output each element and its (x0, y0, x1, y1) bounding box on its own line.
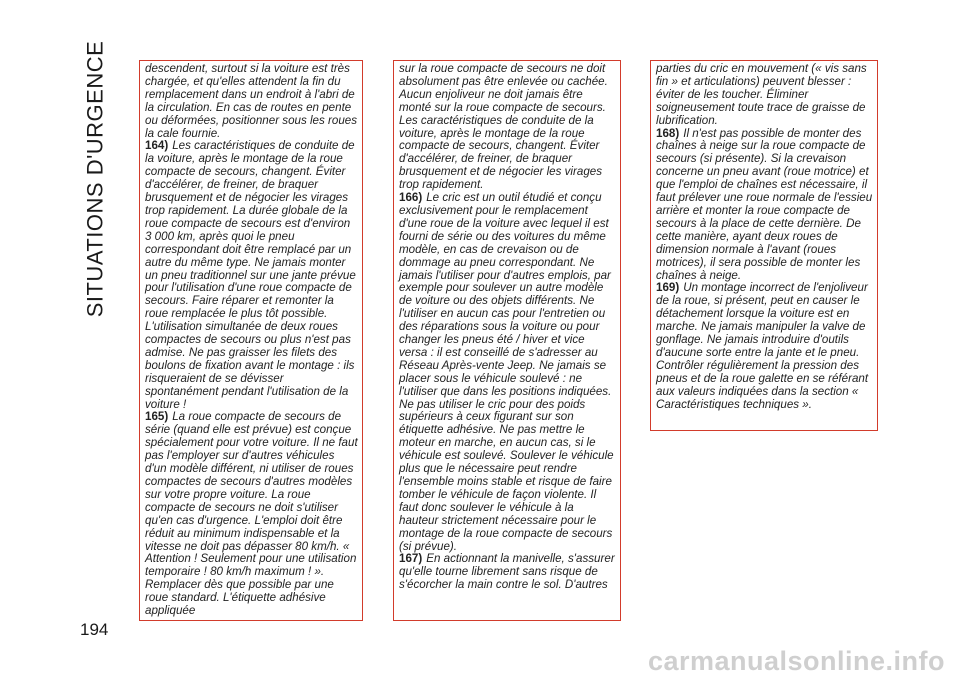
paragraph-text: parties du cric en mouvement (« vis sans fin » et articulations) peuvent blesser : éviter de les toucher. Éliminer soigneusement toute trace de graisse de lubrification. (656, 62, 867, 127)
note-number: 168) (656, 126, 680, 140)
section-title-text: SITUATIONS D'URGENCE (82, 40, 107, 318)
paragraph (399, 192, 616, 553)
paragraph (145, 140, 358, 411)
paragraph-text: Le cric est un outil étudié et conçu exclusivement pour le remplacement d'une roue de la voiture avec lequel il est fourni de série ou des voitures du même modèle, en cas de crevaison ou de dommage au pneu correspondant. Ne jamais l'utiliser pour d'autres emplois, par exemple pour soulever un autre modèle de voiture ou des objets différents. Ne l'utiliser en aucun cas pour l'entretien ou des réparations sous la voiture ou pour changer les pneus été / hiver et vice versa : il est conseillé de s'adresser au Réseau Après-vente Jeep. Ne jamais se placer sous le véhicule soulevé : ne l'utiliser que dans les positions indiquées. Ne pas utiliser le cric pour des poids supérieurs à ceux figurant sur son étiquette adhésive. Ne pas mettre le moteur en marche, en aucun cas, si le véhicule est soulevé. Soulever le véhicule plus que le nécessaire peut rendre l'ensemble moins stable et risque de faire tomber le véhicule de façon violente. Il faut donc soulever le véhicule à la hauteur strictement nécessaire pour le montage de la roue compacte de secours (si prévue). (399, 191, 614, 553)
page-number: 194 (80, 620, 109, 639)
paragraph-text: descendent, surtout si la voiture est très chargée, et qu'elles attendent la fin du remplacement dans un endroit à l'abri de la circulation. En cas de routes en pente ou déformées, positionner sous les roues la cale fournie. (145, 62, 358, 140)
paragraph (399, 63, 616, 192)
paragraph (145, 63, 358, 140)
paragraph (656, 128, 873, 283)
paragraph-text: Il n'est pas possible de monter des chaînes à neige sur la roue compacte de secours (si présente). Si la crevaison concerne un pneu avant (roue motrice) et que l'emploi de chaînes est nécessaire, il faut prélever une roue normale de l'essieu arrière et monter la roue compacte de secours à la place de cette dernière. De cette manière, ayant deux roues de dimension normale à l'avant (roues motrices), il sera possible de monter les chaînes à neige. (656, 126, 873, 282)
paragraph-text: Un montage incorrect de l'enjoliveur de la roue, si présent, peut en causer le détachement lorsque la voiture est en marche. Ne jamais manipuler la valve de gonflage. Ne jamais introduire d'outils d'aucune sorte entre la jante et le pneu. Contrôler régulièrement la pression des pneus et de la roue galette en se référant aux valeurs indiquées dans la section « Caractéristiques techniques ». (656, 281, 869, 411)
paragraph (399, 553, 616, 592)
paragraph (656, 63, 873, 128)
paragraph (656, 282, 873, 411)
paragraph-text: La roue compacte de secours de série (quand elle est prévue) est conçue spécialement pour votre voiture. Il ne faut pas l'employer sur d'autres véhicules d'un modèle différent, ni utiliser de roues compactes de secours d'autres modèles sur votre propre voiture. La roue compacte de secours ne doit s'utiliser qu'en cas d'urgence. L'emploi doit être réduit au minimum indispensable et la vitesse ne doit pas dépasser 80 km/h. « Attention ! Seulement pour une utilisation temporaire ! 80 km/h maximum ! ». Remplacer dès que possible par une roue standard. L'étiquette adhésive appliquée (145, 410, 358, 618)
watermark: carmanualsonline.info (647, 646, 945, 676)
warning-box-column-3 (650, 60, 878, 431)
paragraph (145, 411, 358, 618)
paragraph-text: Les caractéristiques de conduite de la voiture, après le montage de la roue compacte de secours, changent. Éviter d'accélérer, de freiner, de braquer brusquement et de négocier les virages trop rapidement. La durée globale de la roue compacte de secours est d'environ 3 000 km, après quoi le pneu correspondant doit être remplacé par un autre du même type. Ne jamais monter un pneu traditionnel sur une jante prévue pour l'utilisation d'une roue compacte de secours. Faire réparer et remonter la roue remplacée le plus tôt possible. L'utilisation simultanée de deux roues compactes de secours ou plus n'est pas admise. Ne pas graisser les filets des boulons de fixation avant le montage : ils risqueraient de se dévisser spontanément pendant l'utilisation de la voiture ! (145, 139, 356, 411)
section-title (76, 40, 114, 318)
note-number: 169) (656, 281, 680, 295)
paragraph-text: sur la roue compacte de secours ne doit absolument pas être enlevée ou cachée. Aucun enjoliveur ne doit jamais être monté sur la roue compacte de secours. Les caractéristiques de conduite de la voiture, après le montage de la roue compacte de secours, changent. Éviter d'accélérer, de freiner, de braquer brusquement et de négocier les virages trop rapidement. (399, 62, 608, 192)
warning-box-column-2 (393, 60, 621, 621)
note-number: 166) (399, 191, 423, 205)
paragraph-text: En actionnant la manivelle, s'assurer qu'elle tourne librement sans risque de s'écorcher la main contre le sol. D'autres (399, 552, 615, 592)
note-number: 165) (145, 410, 169, 424)
note-number: 164) (145, 139, 169, 153)
warning-box-column-1 (139, 60, 363, 621)
note-number: 167) (399, 552, 423, 566)
